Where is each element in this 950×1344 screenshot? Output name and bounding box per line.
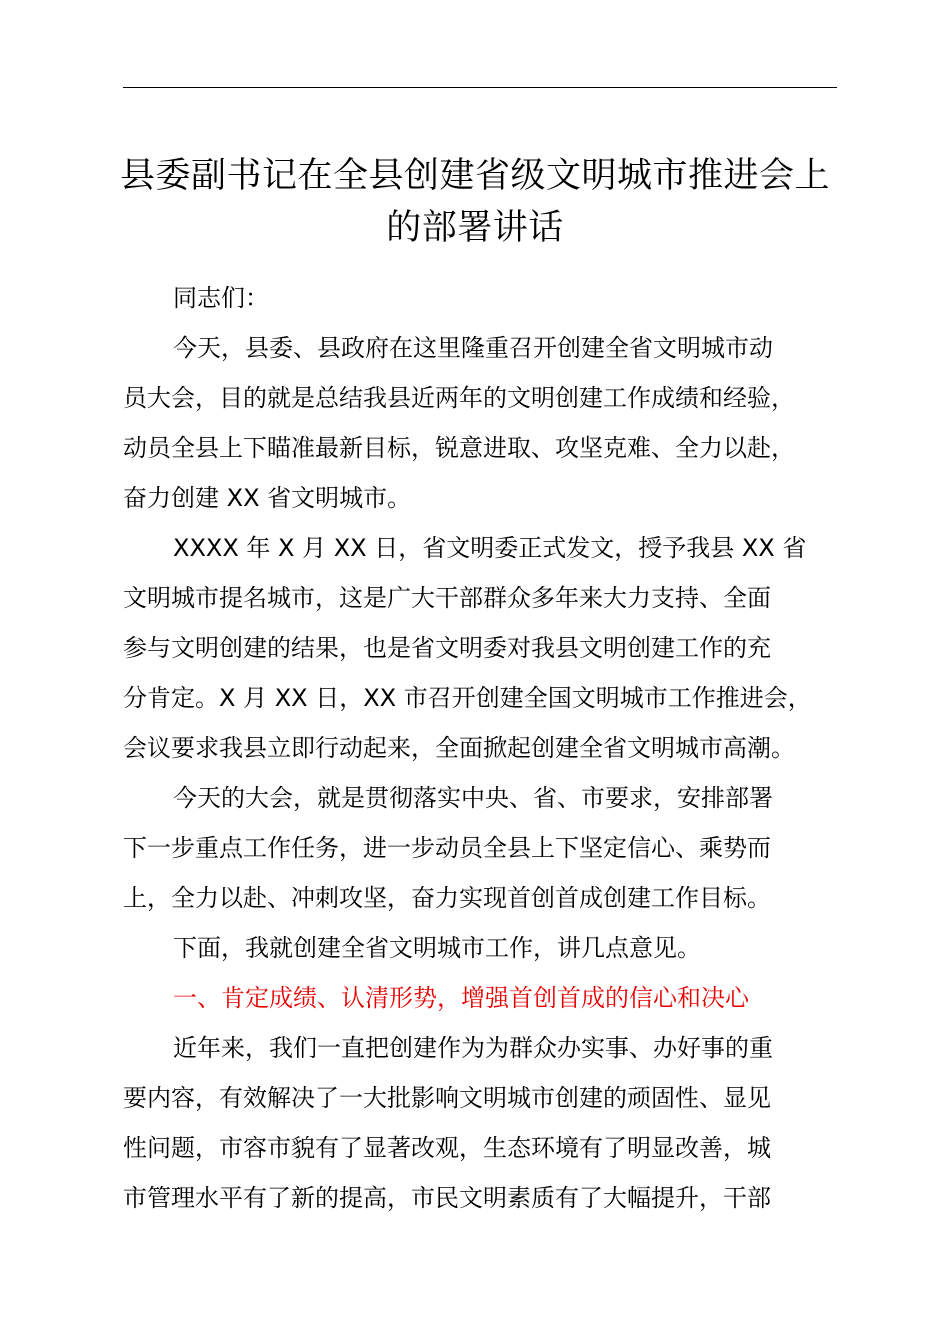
paragraph-line: 参与文明创建的结果，也是省文明委对我县文明创建工作的充 — [123, 634, 771, 662]
document-title — [100, 150, 850, 254]
header-rule — [123, 87, 837, 88]
paragraph-2 — [123, 523, 863, 773]
paragraph-line: 奋力创建 XX 省文明城市。 — [123, 484, 412, 512]
salutation: 同志们： — [173, 284, 269, 312]
paragraph-line: 近年来，我们一直把创建作为为群众办实事、办好事的重 — [173, 1034, 773, 1062]
paragraph-line: 上，全力以赴、冲刺攻坚，奋力实现首创首成创建工作目标。 — [123, 884, 771, 912]
title-line-1: 县委副书记在全县创建省级文明城市推进会上 — [119, 156, 830, 196]
section-heading: 一、肯定成绩、认清形势，增强首创首成的信心和决心 — [173, 984, 749, 1012]
paragraph-3 — [123, 773, 863, 923]
paragraph-line: 文明城市提名城市，这是广大干部群众多年来大力支持、全面 — [123, 584, 771, 612]
paragraph-line: 会议要求我县立即行动起来，全面掀起创建全省文明城市高潮。 — [123, 734, 795, 762]
paragraph-line: 今天，县委、县政府在这里隆重召开创建全省文明城市动 — [173, 334, 773, 362]
paragraph-line: 要内容，有效解决了一大批影响文明城市创建的顽固性、显见 — [123, 1084, 771, 1112]
document-body — [123, 273, 863, 1223]
paragraph-line: 下一步重点工作任务，进一步动员全县上下坚定信心、乘势而 — [123, 834, 771, 862]
paragraph-line: 性问题，市容市貌有了显著改观，生态环境有了明显改善，城 — [123, 1134, 771, 1162]
paragraph-line: 下面，我就创建全省文明城市工作，讲几点意见。 — [173, 934, 701, 962]
paragraph-line: 动员全县上下瞄准最新目标，锐意进取、攻坚克难、全力以赴， — [123, 434, 795, 462]
paragraph-line: 今天的大会，就是贯彻落实中央、省、市要求，安排部署 — [173, 784, 773, 812]
section-paragraph — [123, 1023, 863, 1223]
paragraph-line: XXXX 年 X 月 XX 日，省文明委正式发文，授予我县 XX 省 — [173, 534, 807, 562]
title-line-2: 的部署讲话 — [386, 208, 564, 248]
paragraph-line: 员大会，目的就是总结我县近两年的文明创建工作成绩和经验， — [123, 384, 795, 412]
paragraph-1 — [123, 323, 863, 523]
paragraph-4 — [123, 923, 863, 973]
paragraph-line: 分肯定。X 月 XX 日，XX 市召开创建全国文明城市工作推进会， — [123, 684, 812, 712]
paragraph-line: 市管理水平有了新的提高，市民文明素质有了大幅提升，干部 — [123, 1184, 771, 1212]
